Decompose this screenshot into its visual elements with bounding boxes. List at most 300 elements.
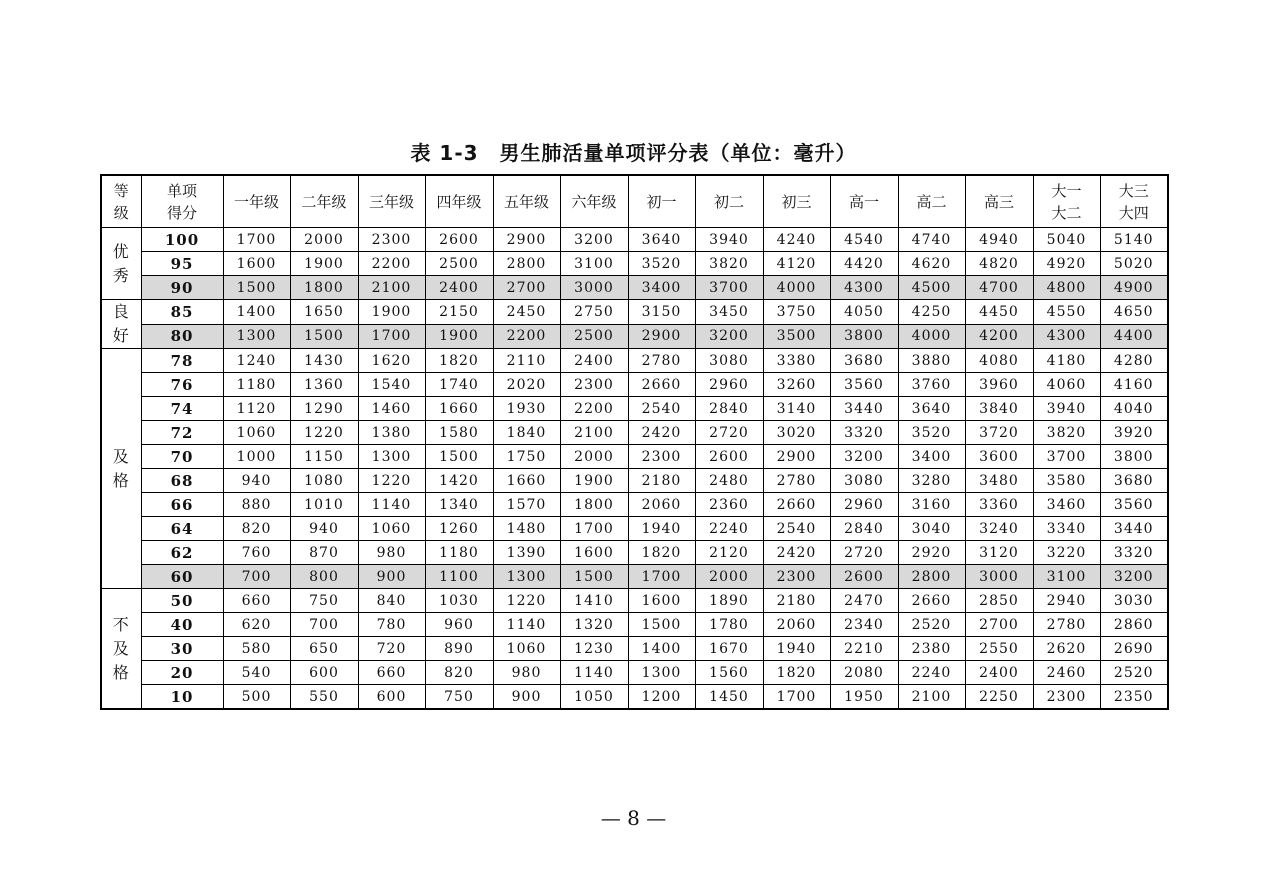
value-cell: 3680 [1100,469,1168,493]
value-cell: 2400 [560,349,628,373]
table-row [101,397,1168,421]
column-header [830,175,898,228]
value-cell: 2120 [695,541,763,565]
value-cell: 3320 [1100,541,1168,565]
score-cell: 64 [141,517,223,541]
value-cell: 2600 [830,565,898,589]
value-cell: 2080 [830,661,898,685]
value-cell: 1140 [560,661,628,685]
value-cell: 820 [223,517,290,541]
value-cell: 660 [358,661,425,685]
value-cell: 3560 [830,373,898,397]
value-cell: 1500 [223,276,290,300]
value-cell: 2620 [1033,637,1100,661]
value-cell: 1010 [290,493,358,517]
value-cell: 2200 [358,252,425,276]
value-cell: 2360 [695,493,763,517]
value-cell: 2300 [628,445,695,469]
value-cell: 780 [358,613,425,637]
column-header [560,175,628,228]
score-cell: 76 [141,373,223,397]
value-cell: 3760 [898,373,965,397]
value-cell: 4000 [763,276,830,300]
value-cell: 2520 [898,613,965,637]
value-cell: 890 [425,637,493,661]
value-cell: 2960 [695,373,763,397]
value-cell: 4240 [763,228,830,252]
value-cell: 750 [425,685,493,710]
value-cell: 4920 [1033,252,1100,276]
value-cell: 3140 [763,397,830,421]
grade-label: 优秀 [112,241,130,285]
value-cell: 4200 [965,324,1033,349]
value-cell: 2100 [560,421,628,445]
value-cell: 1950 [830,685,898,710]
value-cell: 4420 [830,252,898,276]
table-row [101,541,1168,565]
value-cell: 4650 [1100,300,1168,325]
value-cell: 1030 [425,589,493,613]
value-cell: 2110 [493,349,560,373]
value-cell: 600 [290,661,358,685]
value-cell: 1660 [493,469,560,493]
score-cell: 74 [141,397,223,421]
column-header [493,175,560,228]
value-cell: 1080 [290,469,358,493]
value-cell: 1300 [493,565,560,589]
page-number: — 8 — [600,806,667,830]
column-header [358,175,425,228]
value-cell: 940 [223,469,290,493]
value-cell: 3720 [965,421,1033,445]
value-cell: 1900 [290,252,358,276]
value-cell: 1600 [560,541,628,565]
column-header-label: 高二 [916,192,947,211]
value-cell: 3000 [560,276,628,300]
value-cell: 2480 [695,469,763,493]
score-cell: 60 [141,565,223,589]
value-cell: 2660 [898,589,965,613]
value-cell: 1500 [628,613,695,637]
column-header-label: 一年级 [233,192,279,211]
table-row [101,324,1168,349]
value-cell: 1500 [560,565,628,589]
value-cell: 3750 [763,300,830,325]
value-cell: 3600 [965,445,1033,469]
value-cell: 3840 [965,397,1033,421]
value-cell: 3360 [965,493,1033,517]
value-cell: 550 [290,685,358,710]
value-cell: 3440 [1100,517,1168,541]
value-cell: 3030 [1100,589,1168,613]
value-cell: 2860 [1100,613,1168,637]
value-cell: 4040 [1100,397,1168,421]
value-cell: 4300 [830,276,898,300]
column-header [1033,175,1100,228]
value-cell: 1340 [425,493,493,517]
value-cell: 3380 [763,349,830,373]
value-cell: 3320 [830,421,898,445]
value-cell: 3940 [1033,397,1100,421]
value-cell: 2940 [1033,589,1100,613]
value-cell: 1700 [223,228,290,252]
value-cell: 1220 [358,469,425,493]
table-header-row [101,175,1168,228]
value-cell: 4500 [898,276,965,300]
value-cell: 3400 [898,445,965,469]
value-cell: 2400 [965,661,1033,685]
score-cell: 68 [141,469,223,493]
value-cell: 1900 [425,324,493,349]
value-cell: 1180 [425,541,493,565]
value-cell: 1140 [493,613,560,637]
value-cell: 2780 [1033,613,1100,637]
value-cell: 3280 [898,469,965,493]
value-cell: 4300 [1033,324,1100,349]
value-cell: 2300 [560,373,628,397]
value-cell: 1500 [290,324,358,349]
value-cell: 2800 [898,565,965,589]
value-cell: 3080 [830,469,898,493]
value-cell: 2200 [560,397,628,421]
value-cell: 3240 [965,517,1033,541]
score-cell: 80 [141,324,223,349]
column-header [223,175,290,228]
value-cell: 4450 [965,300,1033,325]
value-cell: 1450 [695,685,763,710]
value-cell: 540 [223,661,290,685]
value-cell: 600 [358,685,425,710]
value-cell: 3220 [1033,541,1100,565]
value-cell: 3260 [763,373,830,397]
value-cell: 2900 [628,324,695,349]
grade-cell [101,228,141,300]
column-header-label: 大一 大二 [1051,181,1082,222]
column-header-label: 大三 大四 [1118,181,1149,222]
grade-cell [101,349,141,589]
value-cell: 3700 [1033,445,1100,469]
grade-label: 良好 [112,302,130,345]
value-cell: 3160 [898,493,965,517]
value-cell: 760 [223,541,290,565]
value-cell: 3680 [830,349,898,373]
value-cell: 2850 [965,589,1033,613]
table-row [101,493,1168,517]
value-cell: 980 [358,541,425,565]
value-cell: 2100 [358,276,425,300]
value-cell: 4060 [1033,373,1100,397]
value-cell: 3000 [965,565,1033,589]
value-cell: 2350 [1100,685,1168,710]
value-cell: 3020 [763,421,830,445]
value-cell: 1140 [358,493,425,517]
value-cell: 2700 [965,613,1033,637]
value-cell: 2240 [898,661,965,685]
value-cell: 1660 [425,397,493,421]
value-cell: 1820 [763,661,830,685]
value-cell: 2960 [830,493,898,517]
value-cell: 2500 [425,252,493,276]
value-cell: 1900 [358,300,425,325]
column-header [1100,175,1168,228]
score-cell: 90 [141,276,223,300]
value-cell: 4120 [763,252,830,276]
value-cell: 1940 [628,517,695,541]
column-header [763,175,830,228]
value-cell: 2920 [898,541,965,565]
value-cell: 1800 [560,493,628,517]
value-cell: 2690 [1100,637,1168,661]
value-cell: 1460 [358,397,425,421]
column-header [141,175,223,228]
vital-capacity-score-table [100,174,1169,710]
value-cell: 4800 [1033,276,1100,300]
value-cell: 1540 [358,373,425,397]
score-cell: 50 [141,589,223,613]
value-cell: 750 [290,589,358,613]
value-cell: 1120 [223,397,290,421]
column-header [898,175,965,228]
value-cell: 870 [290,541,358,565]
value-cell: 1400 [628,637,695,661]
column-header [965,175,1033,228]
value-cell: 800 [290,565,358,589]
table-row [101,373,1168,397]
value-cell: 3440 [830,397,898,421]
value-cell: 1700 [560,517,628,541]
value-cell: 2210 [830,637,898,661]
column-header-label: 四年级 [436,192,482,211]
value-cell: 2840 [695,397,763,421]
score-cell: 66 [141,493,223,517]
value-cell: 4620 [898,252,965,276]
table-body [101,228,1168,710]
value-cell: 4000 [898,324,965,349]
column-header-label: 高一 [848,192,879,211]
value-cell: 2180 [763,589,830,613]
column-header-label: 初二 [713,192,744,211]
table-row [101,276,1168,300]
table-row [101,517,1168,541]
value-cell: 3400 [628,276,695,300]
value-cell: 3040 [898,517,965,541]
table-row [101,349,1168,373]
value-cell: 1060 [493,637,560,661]
value-cell: 2470 [830,589,898,613]
value-cell: 2540 [763,517,830,541]
column-header-label: 单项 得分 [166,181,197,222]
column-header [425,175,493,228]
value-cell: 2520 [1100,661,1168,685]
value-cell: 1750 [493,445,560,469]
value-cell: 3150 [628,300,695,325]
value-cell: 4700 [965,276,1033,300]
value-cell: 2780 [763,469,830,493]
value-cell: 4540 [830,228,898,252]
value-cell: 1890 [695,589,763,613]
table-row [101,685,1168,710]
value-cell: 2660 [763,493,830,517]
value-cell: 3580 [1033,469,1100,493]
value-cell: 1500 [425,445,493,469]
value-cell: 3940 [695,228,763,252]
score-cell: 40 [141,613,223,637]
value-cell: 2450 [493,300,560,325]
score-cell: 70 [141,445,223,469]
value-cell: 3560 [1100,493,1168,517]
value-cell: 2060 [763,613,830,637]
value-cell: 2460 [1033,661,1100,685]
value-cell: 1560 [695,661,763,685]
value-cell: 2300 [358,228,425,252]
value-cell: 3520 [628,252,695,276]
value-cell: 2400 [425,276,493,300]
value-cell: 1220 [290,421,358,445]
value-cell: 1100 [425,565,493,589]
value-cell: 1700 [628,565,695,589]
value-cell: 1180 [223,373,290,397]
value-cell: 940 [290,517,358,541]
value-cell: 1580 [425,421,493,445]
score-cell: 95 [141,252,223,276]
value-cell: 2380 [898,637,965,661]
value-cell: 1600 [223,252,290,276]
value-cell: 3880 [898,349,965,373]
value-cell: 1800 [290,276,358,300]
value-cell: 1380 [358,421,425,445]
value-cell: 1060 [223,421,290,445]
table-row [101,589,1168,613]
value-cell: 1900 [560,469,628,493]
value-cell: 3480 [965,469,1033,493]
value-cell: 4050 [830,300,898,325]
value-cell: 1200 [628,685,695,710]
value-cell: 2300 [1033,685,1100,710]
value-cell: 1300 [628,661,695,685]
value-cell: 1000 [223,445,290,469]
value-cell: 4740 [898,228,965,252]
value-cell: 1740 [425,373,493,397]
value-cell: 2150 [425,300,493,325]
column-header-label: 初三 [781,192,812,211]
value-cell: 3640 [898,397,965,421]
value-cell: 3080 [695,349,763,373]
value-cell: 4550 [1033,300,1100,325]
value-cell: 2600 [425,228,493,252]
value-cell: 3460 [1033,493,1100,517]
value-cell: 1230 [560,637,628,661]
table-row [101,637,1168,661]
value-cell: 2500 [560,324,628,349]
value-cell: 2000 [695,565,763,589]
value-cell: 1220 [493,589,560,613]
value-cell: 2180 [628,469,695,493]
value-cell: 5020 [1100,252,1168,276]
value-cell: 700 [223,565,290,589]
table-row [101,421,1168,445]
value-cell: 1480 [493,517,560,541]
value-cell: 5040 [1033,228,1100,252]
column-header-label: 初一 [646,192,677,211]
value-cell: 1390 [493,541,560,565]
value-cell: 3450 [695,300,763,325]
value-cell: 2420 [763,541,830,565]
table-row [101,228,1168,252]
value-cell: 3800 [830,324,898,349]
value-cell: 820 [425,661,493,685]
value-cell: 3100 [560,252,628,276]
value-cell: 1300 [223,324,290,349]
table-row [101,661,1168,685]
value-cell: 1940 [763,637,830,661]
value-cell: 2000 [560,445,628,469]
value-cell: 4280 [1100,349,1168,373]
value-cell: 2240 [695,517,763,541]
value-cell: 3820 [695,252,763,276]
value-cell: 4820 [965,252,1033,276]
value-cell: 3640 [628,228,695,252]
value-cell: 2660 [628,373,695,397]
column-header [290,175,358,228]
value-cell: 3200 [830,445,898,469]
value-cell: 620 [223,613,290,637]
grade-cell [101,589,141,710]
value-cell: 2250 [965,685,1033,710]
value-cell: 580 [223,637,290,661]
value-cell: 2020 [493,373,560,397]
value-cell: 3960 [965,373,1033,397]
value-cell: 2100 [898,685,965,710]
value-cell: 2300 [763,565,830,589]
table-title: 表 1-3 男生肺活量单项评分表（单位：毫升） [410,141,857,165]
value-cell: 660 [223,589,290,613]
value-cell: 3500 [763,324,830,349]
value-cell: 960 [425,613,493,637]
score-cell: 20 [141,661,223,685]
value-cell: 2340 [830,613,898,637]
value-cell: 1780 [695,613,763,637]
column-header [695,175,763,228]
value-cell: 500 [223,685,290,710]
value-cell: 2720 [695,421,763,445]
table-row [101,252,1168,276]
value-cell: 3700 [695,276,763,300]
value-cell: 1570 [493,493,560,517]
value-cell: 2800 [493,252,560,276]
value-cell: 880 [223,493,290,517]
value-cell: 1620 [358,349,425,373]
column-header [628,175,695,228]
value-cell: 1930 [493,397,560,421]
grade-label: 不及格 [112,614,130,682]
value-cell: 1840 [493,421,560,445]
score-cell: 100 [141,228,223,252]
value-cell: 2720 [830,541,898,565]
value-cell: 3820 [1033,421,1100,445]
score-cell: 10 [141,685,223,710]
value-cell: 2600 [695,445,763,469]
value-cell: 3200 [560,228,628,252]
value-cell: 1300 [358,445,425,469]
value-cell: 1670 [695,637,763,661]
value-cell: 2780 [628,349,695,373]
column-header-label: 五年级 [503,192,549,211]
value-cell: 1150 [290,445,358,469]
value-cell: 1700 [358,324,425,349]
table-row [101,445,1168,469]
value-cell: 840 [358,589,425,613]
value-cell: 2060 [628,493,695,517]
